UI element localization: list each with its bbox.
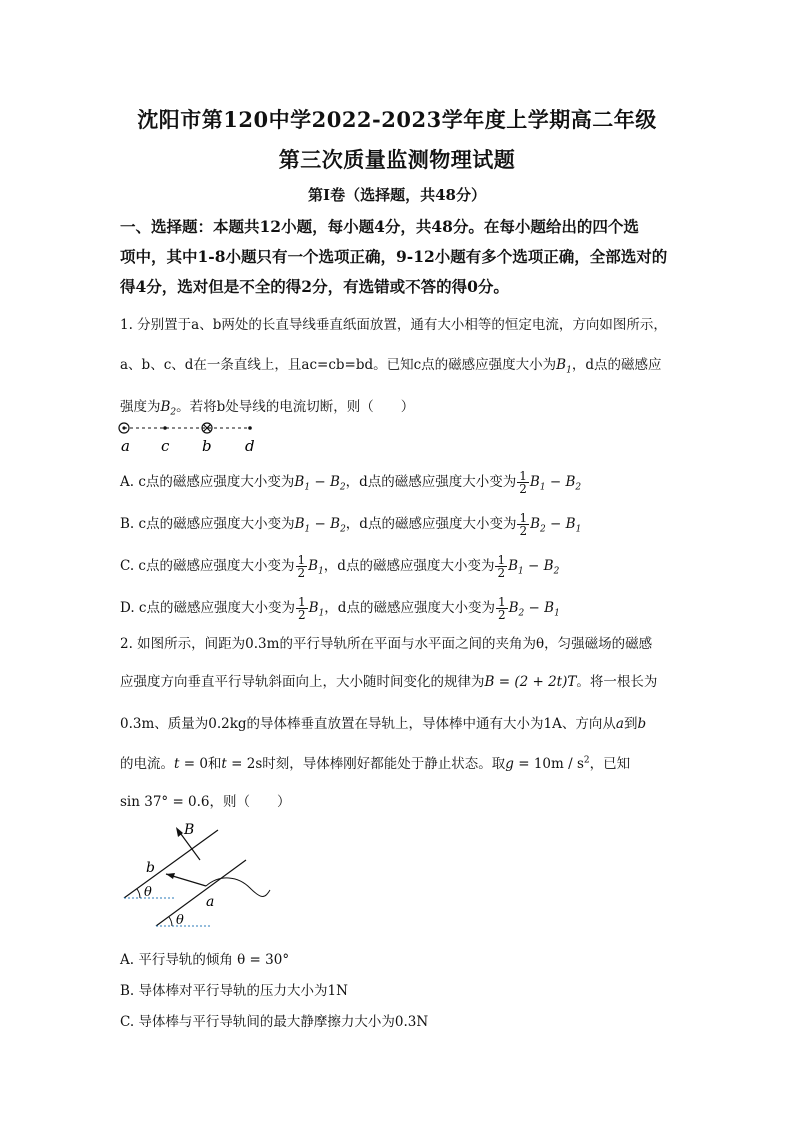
point-c-dot: [163, 426, 167, 430]
exam-title: 沈阳市第120中学2022-2023学年度上学期高二年级: [137, 107, 657, 132]
q2-stem-line: 应强度方向垂直平行导轨斜面向上，大小随时间变化的规律为B = (2 + 2t)T。将一根长为: [120, 674, 658, 690]
q2-rail-diagram: [120, 818, 280, 934]
label-b: b: [146, 860, 155, 876]
q2-stem-line: sin 37° = 0.6，则（ ）: [120, 794, 291, 810]
instructions-line: 得4分，选对但是不全的得2分，有选错或不答的得0分。: [120, 277, 509, 296]
section-instructions: [120, 212, 680, 302]
q2-option-b[interactable]: B. 导体棒对平行导轨的压力大小为1N: [120, 983, 348, 999]
q1-stem-line: 1. 分别置于a、b两处的长直导线垂直纸面放置，通有大小相等的恒定电流，方向如图所示，: [120, 317, 667, 333]
label-c: c: [161, 437, 170, 455]
q1-stem-text: 。若将b处导线的电流切断，则（ ）: [176, 399, 415, 415]
lower-rail: [156, 860, 246, 926]
q1-stem-line: [120, 395, 414, 418]
q1-option-a[interactable]: A. c点的磁感应强度大小变为$B_1 - B_2$，d点的磁感应强度大小变为 $\frac{1}{2}$ $B_1 - B_2$: [120, 469, 582, 496]
label-d: d: [245, 437, 255, 455]
current-arrow-icon: [166, 873, 175, 879]
section-heading: 第Ⅰ卷（选择题，共48分）: [308, 186, 486, 204]
label-theta-lower: θ: [176, 913, 184, 928]
q1-option-d[interactable]: D. c点的磁感应强度大小变为 $\frac{1}{2}$ $B_1$，d点的磁感应强度大小变为 $\frac{1}{2}$ $B_2 - B_1$: [120, 595, 560, 622]
upper-rail: [124, 830, 218, 898]
q2-option-c[interactable]: C. 导体棒与平行导轨间的最大静摩擦力大小为0.3N: [120, 1014, 429, 1030]
q2-b-formula: B = (2 + 2t)T: [484, 674, 577, 690]
q1-option-b[interactable]: B. c点的磁感应强度大小变为$B_1 - B_2$，d点的磁感应强度大小变为 $\frac{1}{2}$ $B_2 - B_1$: [120, 511, 582, 538]
q2-stem-line: 的电流。t = 0和t = 2s时刻，导体棒刚好都能处于静止状态。取$g = 10m / s^2$，已知: [120, 755, 631, 772]
point-d-dot: [248, 426, 252, 430]
label-a: a: [206, 894, 215, 910]
q1-stem-line: [120, 353, 661, 376]
label-B: B: [184, 822, 195, 838]
q1-option-c[interactable]: C. c点的磁感应强度大小变为 $\frac{1}{2}$ $B_1$，d点的磁感应强度大小变为 $\frac{1}{2}$ $B_1 - B_2$: [120, 553, 560, 580]
q2-option-a[interactable]: A. 平行导轨的倾角 θ = 30°: [120, 952, 290, 968]
q1-stem-text: ，d点的磁感应: [571, 357, 662, 373]
q2-stem-line: 2. 如图所示，间距为0.3m的平行导轨所在平面与水平面之间的夹角为θ，匀强磁场的磁感: [120, 636, 653, 652]
instructions-line: 一、选择题：本题共12小题，每小题4分，共48分。在每小题给出的四个选: [120, 217, 639, 236]
q1-b1-symbol: $B_1$: [556, 357, 572, 376]
q1-stem-text: a、b、c、d在一条直线上，且ac=cb=bd。已知c点的磁感应强度大小为: [120, 357, 557, 373]
q1-b2-symbol: $B_2$: [160, 399, 177, 418]
label-b: b: [202, 437, 212, 455]
label-theta-upper: θ: [144, 885, 152, 900]
q2-stem-line: 0.3m、质量为0.2kg的导体棒垂直放置在导轨上，导体棒中通有大小为1A、方向从a到b: [120, 716, 647, 732]
instructions-line: 项中，其中1-8小题只有一个选项正确，9-12小题有多个选项正确，全部选对的: [120, 247, 668, 266]
q1-wire-diagram: [114, 418, 274, 456]
label-a: a: [121, 437, 130, 455]
out-of-page-dot: [122, 426, 125, 429]
q1-stem-text: 强度为: [120, 399, 161, 415]
exam-subtitle: 第三次质量监测物理试题: [278, 147, 516, 172]
